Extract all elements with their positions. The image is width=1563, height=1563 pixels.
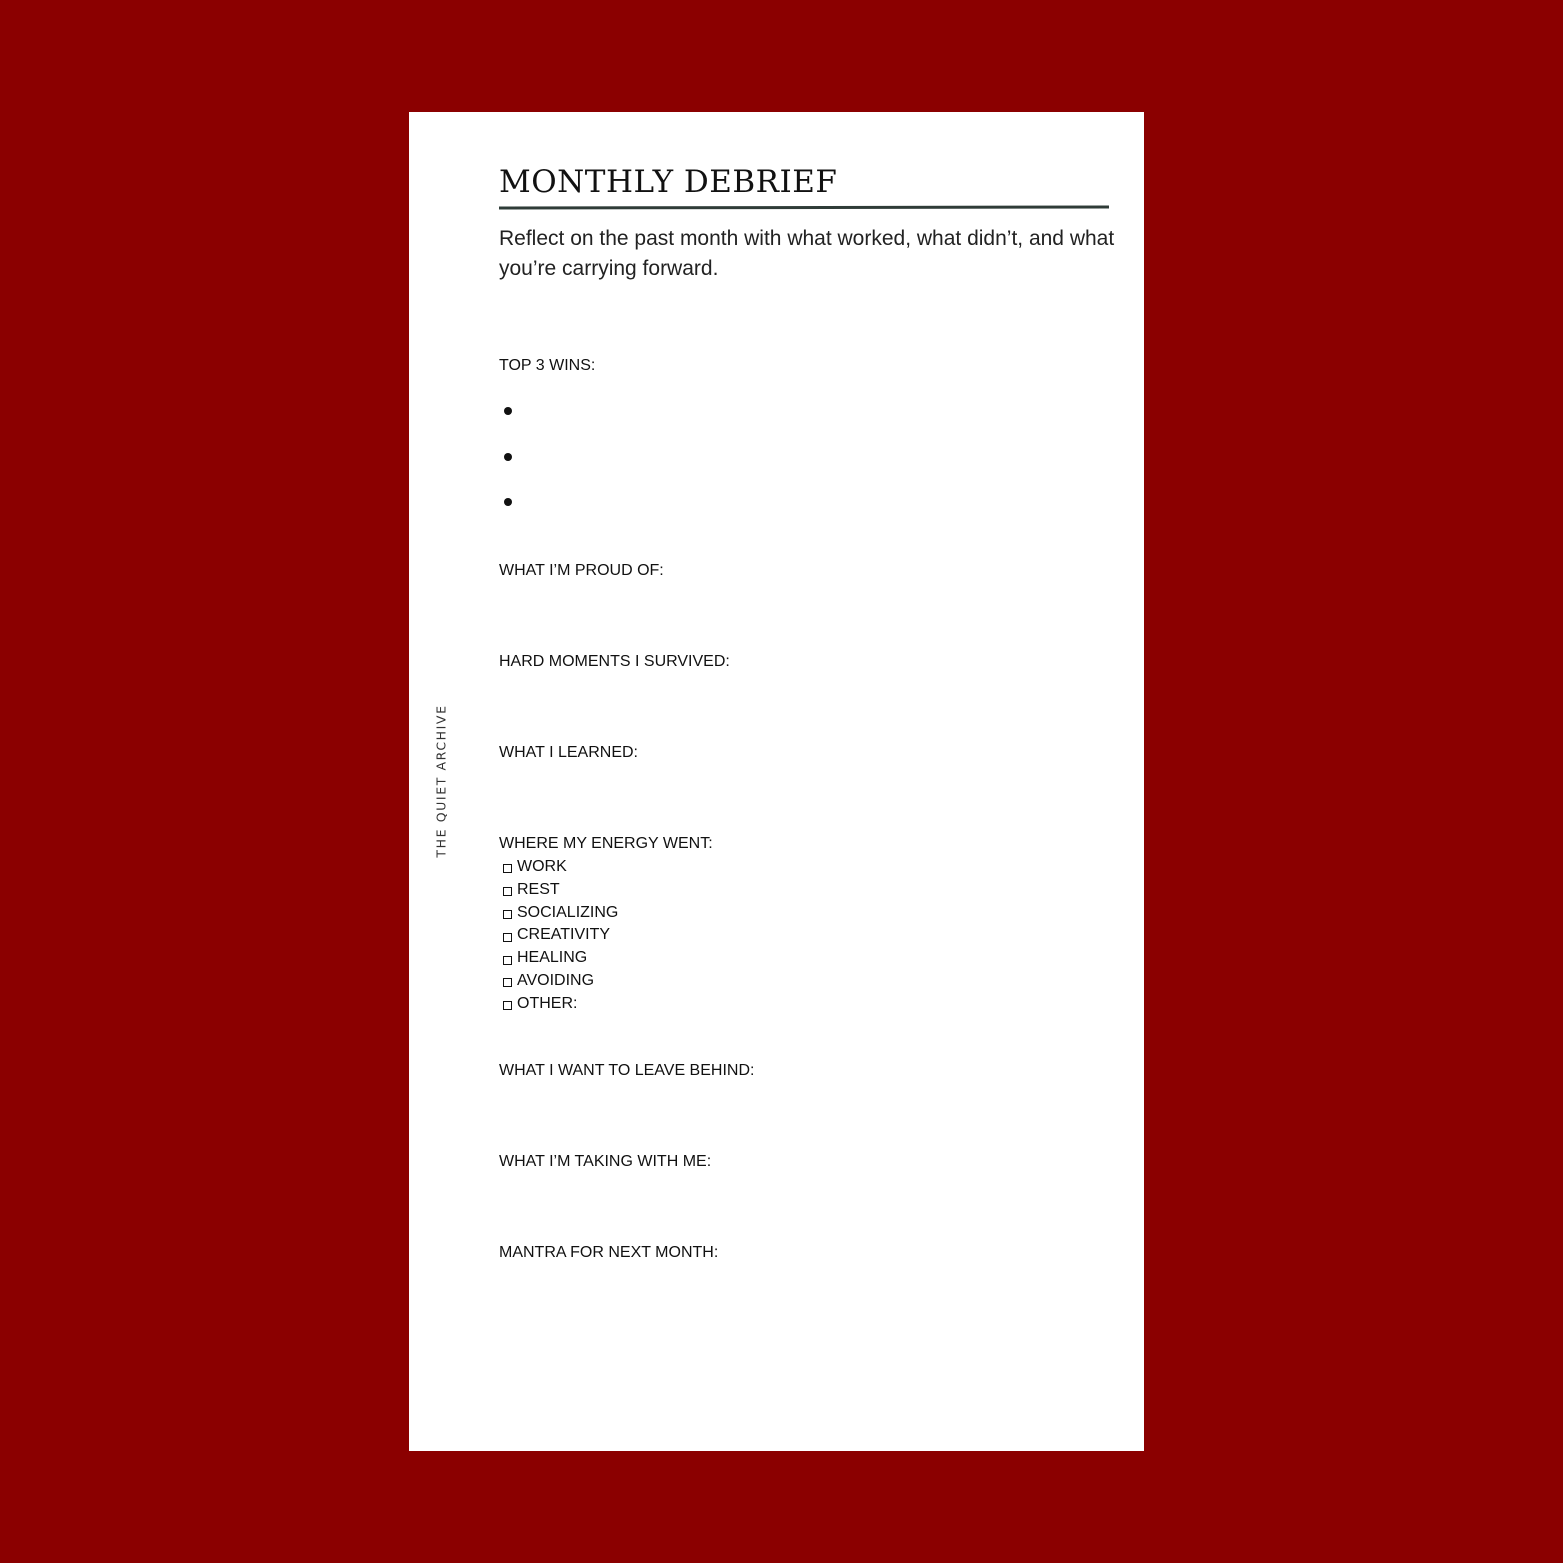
bullet-point-1 [504, 407, 512, 415]
checkbox-icon[interactable] [503, 956, 512, 965]
energy-option-label: OTHER: [517, 994, 578, 1012]
section-mantra-label: MANTRA FOR NEXT MONTH: [499, 1244, 719, 1261]
energy-option-healing[interactable] [503, 947, 618, 970]
energy-option-label: REST [517, 880, 560, 898]
page-title: MONTHLY DEBRIEF [499, 164, 838, 200]
bullet-point-3 [504, 498, 512, 506]
checkbox-icon[interactable] [503, 933, 512, 942]
section-energy-label: WHERE MY ENERGY WENT: [499, 835, 713, 852]
energy-option-creativity[interactable] [503, 924, 618, 947]
energy-option-label: WORK [517, 858, 567, 875]
section-top-wins-label: TOP 3 WINS: [499, 357, 596, 374]
energy-option-label: AVOIDING [517, 971, 595, 989]
checkbox-icon[interactable] [503, 864, 512, 873]
checkbox-icon[interactable] [503, 910, 512, 919]
page-subtitle: Reflect on the past month with what worked, what didn’t, and what you’re carrying forward. [499, 227, 1115, 280]
energy-option-label: SOCIALIZING [517, 903, 619, 921]
energy-checklist [503, 856, 618, 1016]
section-taking-with-me-label: WHAT I’M TAKING WITH ME: [499, 1153, 712, 1170]
checkbox-icon[interactable] [503, 887, 512, 896]
checkbox-icon[interactable] [503, 978, 512, 987]
section-proud-label: WHAT I’M PROUD OF: [499, 562, 664, 579]
section-hard-moments-label: HARD MOMENTS I SURVIVED: [499, 653, 730, 670]
energy-option-label: HEALING [517, 949, 588, 967]
energy-option-work[interactable] [503, 856, 618, 879]
energy-option-rest[interactable] [503, 879, 618, 902]
energy-option-label: CREATIVITY [517, 926, 611, 944]
section-learned-label: WHAT I LEARNED: [499, 744, 638, 761]
bullet-point-2 [504, 453, 512, 461]
brand-side-text: THE QUIET ARCHIVE [433, 704, 449, 858]
energy-option-avoiding[interactable] [503, 970, 618, 993]
section-leave-behind-label: WHAT I WANT TO LEAVE BEHIND: [499, 1062, 755, 1079]
energy-option-other[interactable] [503, 993, 618, 1016]
energy-option-socializing[interactable] [503, 902, 618, 925]
checkbox-icon[interactable] [503, 1001, 512, 1010]
